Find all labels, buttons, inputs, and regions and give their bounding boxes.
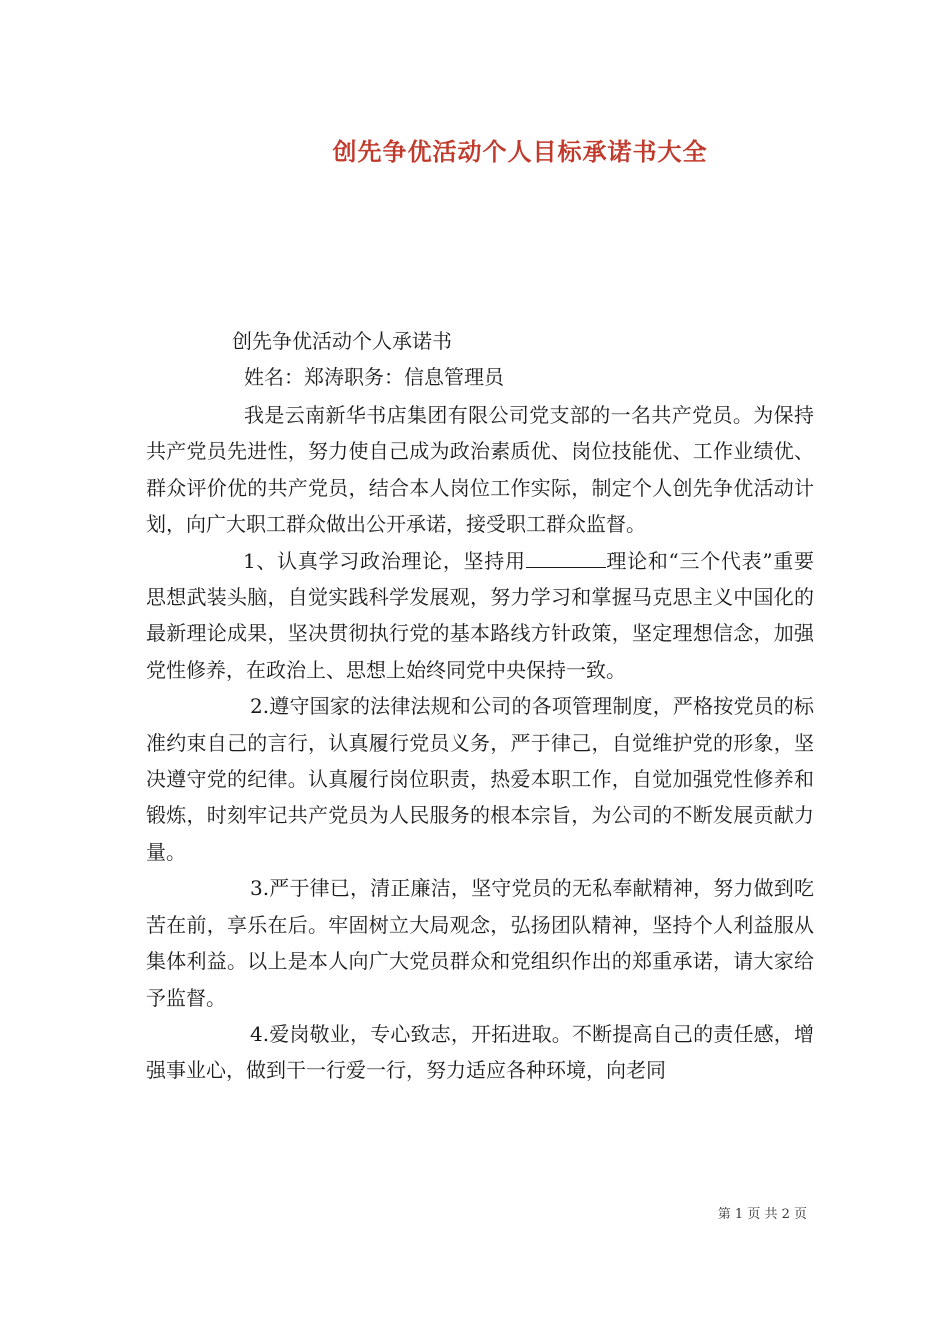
item-3-paragraph: 3.严于律已，清正廉洁，坚守党员的无私奉献精神，努力做到吃苦在前，享乐在后。牢固树立大局观念，弘扬团队精神，坚持个人利益服从集体利益。以上是本人向广大党员群众和党组织作出的郑重承诺，请大家给予监督。 [146, 876, 814, 1010]
document-subtitle: 创先争优活动个人承诺书 [232, 329, 452, 353]
item-1-text-start: 1、认真学习政治理论，坚持用 [243, 548, 526, 573]
item-1-paragraph [146, 543, 814, 689]
page-number: 第 1 页 共 2 页 [717, 1207, 807, 1222]
name-position-line: 姓名：郑涛职务：信息管理员 [244, 365, 504, 389]
page-title: 创先争优活动个人目标承诺书大全 [332, 137, 708, 166]
intro-paragraph: 我是云南新华书店集团有限公司党支部的一名共产党员。为保持共产党员先进性，努力使自己成为政治素质优、岗位技能优、工作业绩优、群众评价优的共产党员，结合本人岗位工作实际，制定个人创先争优活动计划，向广大职工群众做出公开承诺，接受职工群众监督。 [146, 403, 814, 537]
item-2-paragraph: 2.遵守国家的法律法规和公司的各项管理制度，严格按党员的标准约束自己的言行，认真履行党员义务，严于律己，自觉维护党的形象，坚决遵守党的纪律。认真履行岗位职责，热爱本职工作，自觉加强党性修养和锻炼，时刻牢记共产党员为人民服务的根本宗旨，为公司的不断发展贡献力量。 [146, 694, 814, 864]
item-4-paragraph: 4.爱岗敬业，专心致志，开拓进取。不断提高自己的责任感，增强事业心，做到干一行爱一行，努力适应各种环境，向老同 [146, 1021, 814, 1083]
fill-in-blank [526, 551, 606, 568]
document-body [146, 397, 814, 1089]
item-1-text-end: 理论和“三个代表”重要思想武装头脑，自觉实践科学发展观，努力学习和掌握马克思主义中国化的最新理论成果，坚决贯彻执行党的基本路线方针政策，坚定理想信念，加强党性修养，在政治上、思想上始终同党中央保持一致。 [146, 548, 814, 682]
